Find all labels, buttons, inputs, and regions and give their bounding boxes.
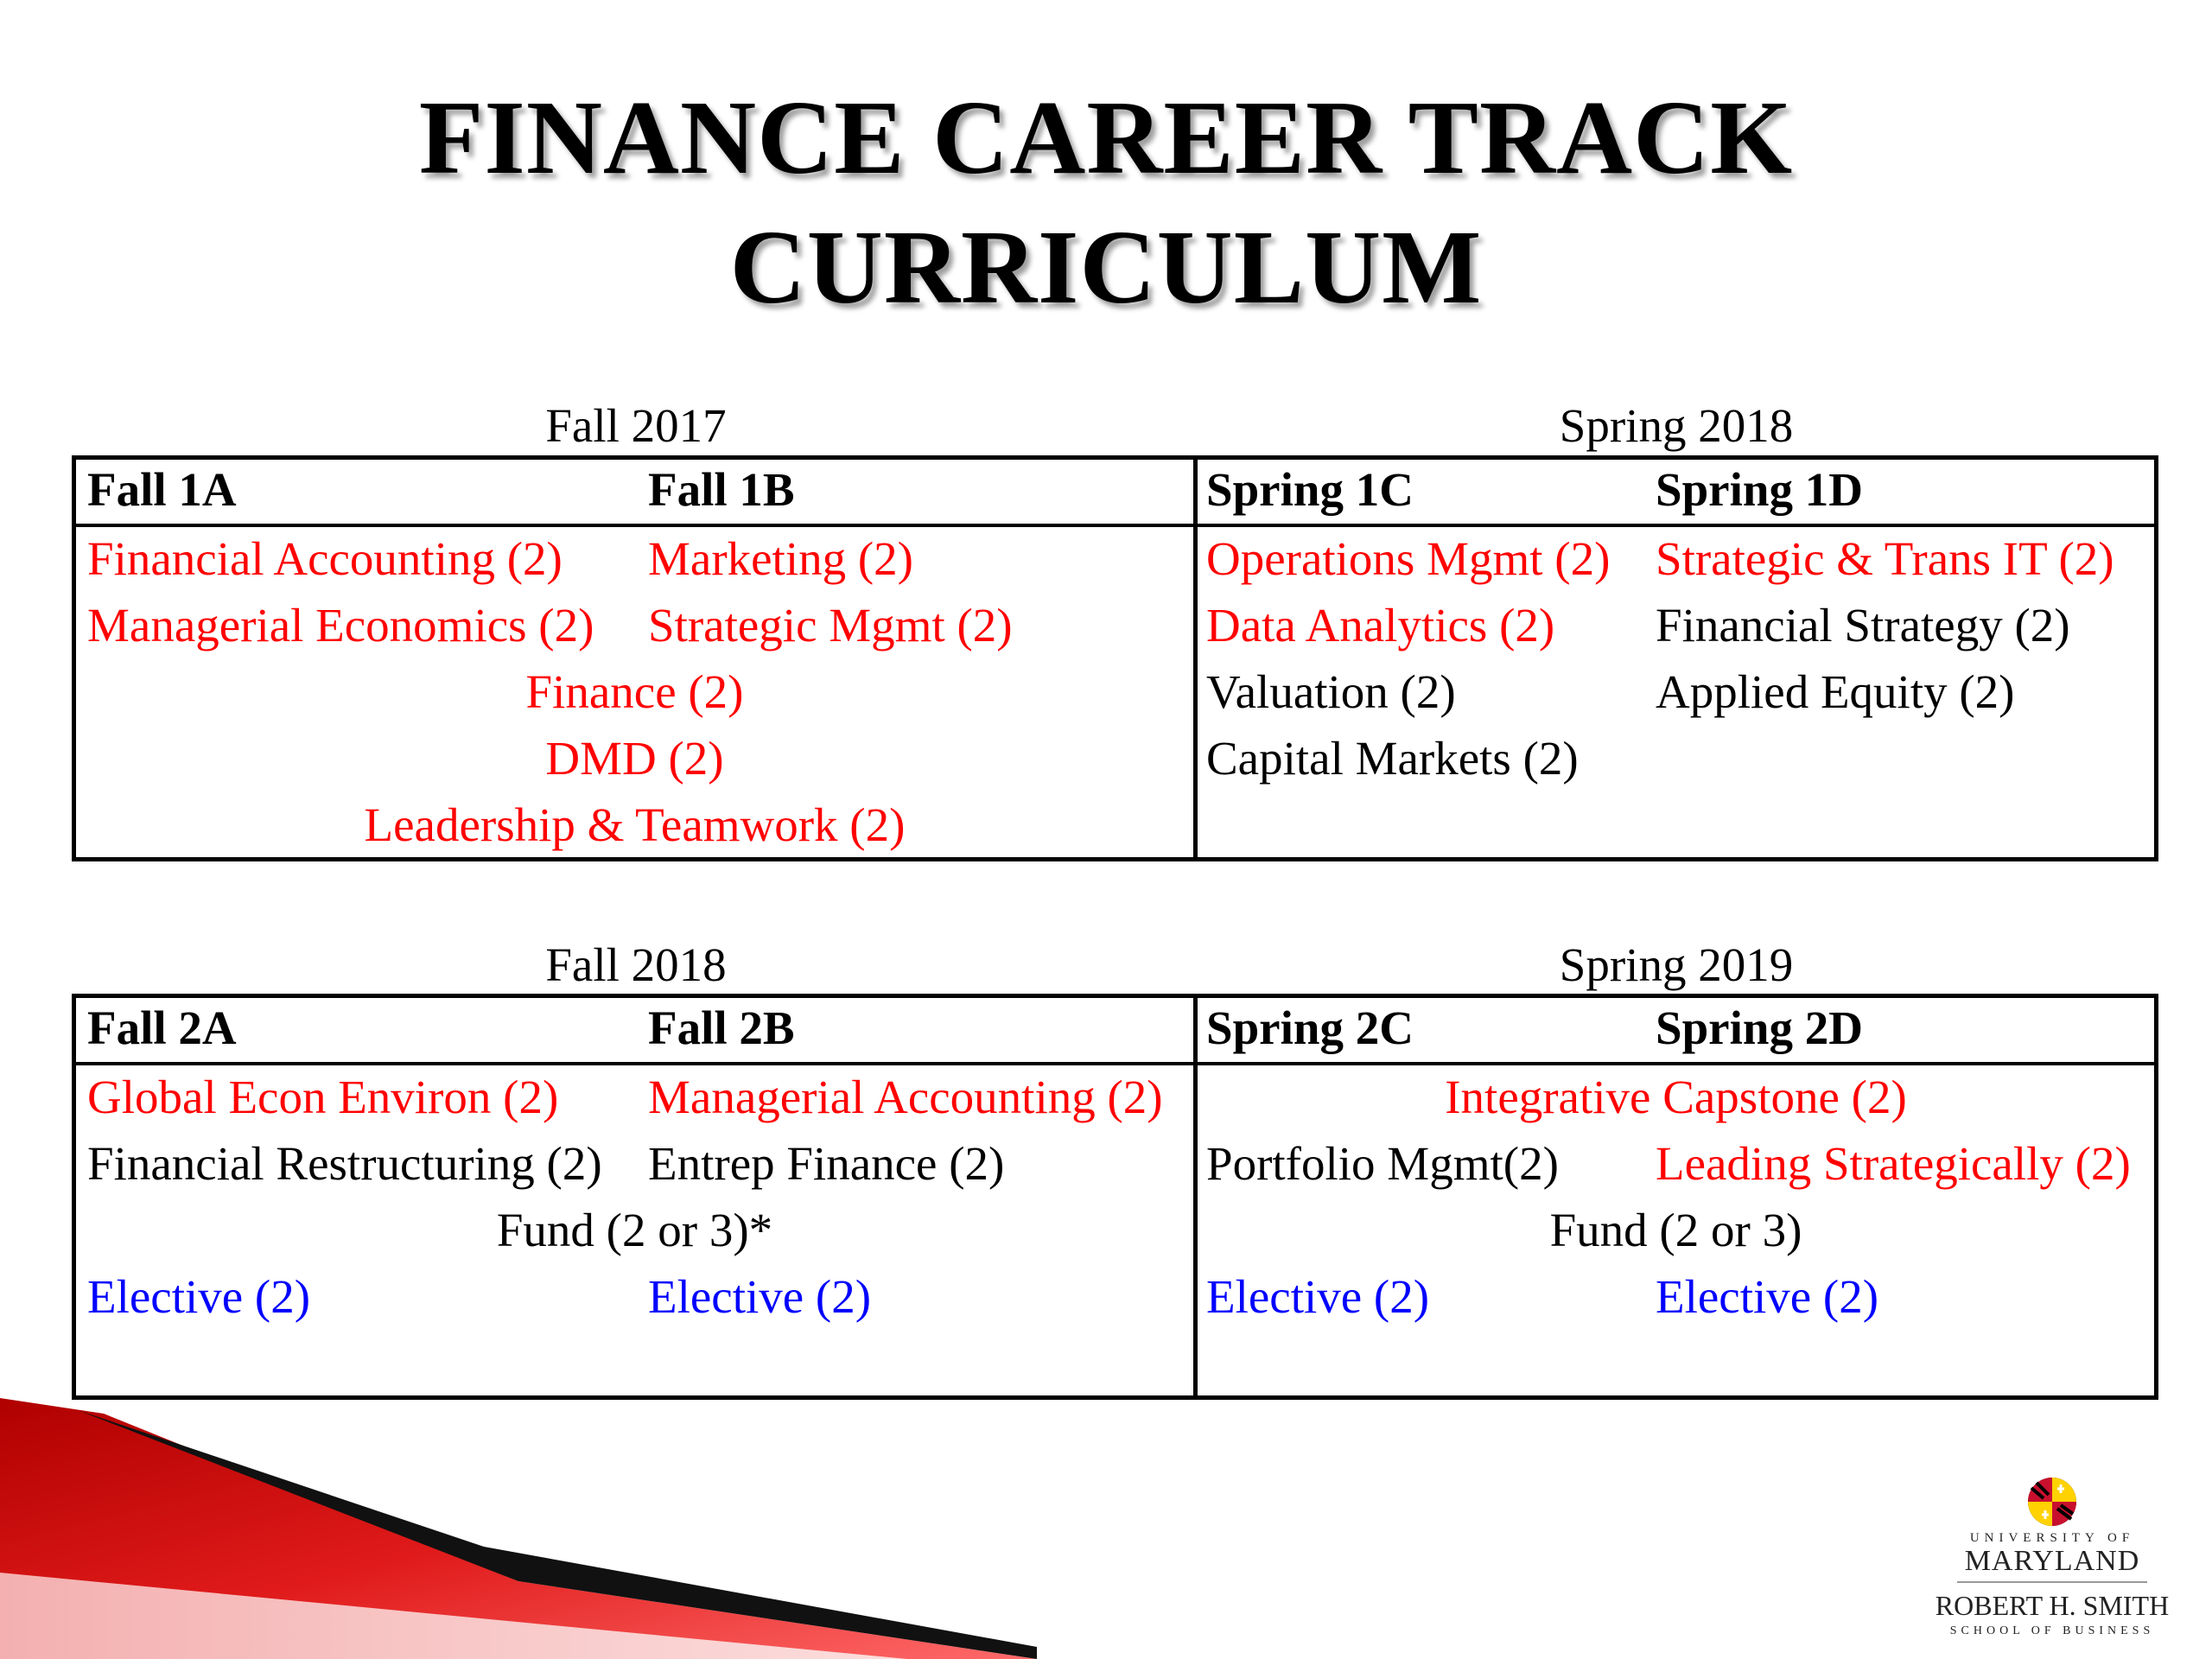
year2-schedule-table [72,994,2158,1400]
course-portfolio-mgmt: Portfolio Mgmt(2) [1206,1137,1559,1190]
semester-label-spring-2018: Spring 2018 [1559,399,1794,452]
university-logo [1927,1469,2177,1650]
course-financial-strategy: Financial Strategy (2) [1656,599,2070,652]
course-fund-fall: Fund (2 or 3)* [496,1204,773,1256]
year1-schedule-table [72,455,2158,861]
course-leadership-teamwork: Leadership & Teamwork (2) [364,798,906,851]
course-elective-2a: Elective (2) [87,1270,311,1323]
header-spring-2c: Spring 2C [1206,1001,1414,1054]
course-data-analytics: Data Analytics (2) [1206,599,1555,652]
semester-label-fall-2017: Fall 2017 [545,399,727,452]
course-financial-restructuring: Financial Restructuring (2) [87,1137,602,1190]
semester-label-spring-2019: Spring 2019 [1559,938,1794,991]
logo-university-of: UNIVERSITY OF [1969,1531,2135,1545]
decorative-swoosh [0,1365,1037,1659]
course-financial-accounting: Financial Accounting (2) [87,532,563,585]
course-elective-2c: Elective (2) [1206,1270,1430,1323]
maryland-crest-icon [2026,1476,2078,1528]
course-managerial-economics: Managerial Economics (2) [87,599,594,652]
course-elective-2b: Elective (2) [648,1270,872,1323]
header-divider [76,1062,2154,1065]
course-capital-markets: Capital Markets (2) [1206,732,1579,785]
header-fall-2b: Fall 2B [648,1001,795,1054]
course-integrative-capstone: Integrative Capstone (2) [1445,1071,1907,1123]
course-elective-2d: Elective (2) [1656,1270,1879,1323]
course-operations-mgmt: Operations Mgmt (2) [1206,532,1611,585]
course-dmd: DMD (2) [545,732,724,785]
slide-title [0,73,2212,333]
course-marketing: Marketing (2) [648,532,913,585]
column-divider [1193,998,1198,1395]
title-line-1: FINANCE CAREER TRACK [418,79,1794,196]
header-spring-1c: Spring 1C [1206,463,1414,516]
course-global-econ-environ: Global Econ Environ (2) [87,1071,559,1123]
logo-robert-h-smith: ROBERT H. SMITH [1935,1590,2170,1621]
header-fall-1a: Fall 1A [87,463,237,516]
course-strategic-trans-it: Strategic & Trans IT (2) [1656,532,2114,585]
course-entrep-finance: Entrep Finance (2) [648,1137,1005,1190]
course-finance: Finance (2) [525,665,744,718]
course-managerial-accounting: Managerial Accounting (2) [648,1071,1163,1123]
header-spring-1d: Spring 1D [1656,463,1863,516]
logo-school-of-business: SCHOOL OF BUSINESS [1949,1624,2155,1637]
course-leading-strategically: Leading Strategically (2) [1656,1137,2131,1190]
header-fall-1b: Fall 1B [648,463,795,516]
course-strategic-mgmt: Strategic Mgmt (2) [648,599,1013,652]
logo-divider [1957,1581,2147,1583]
header-spring-2d: Spring 2D [1656,1001,1863,1054]
title-line-2: CURRICULUM [729,209,1483,326]
semester-label-fall-2018: Fall 2018 [545,938,727,991]
column-divider [1193,460,1198,857]
header-fall-2a: Fall 2A [87,1001,237,1054]
course-fund-spring: Fund (2 or 3) [1549,1204,1802,1256]
logo-maryland: MARYLAND [1964,1545,2140,1577]
course-valuation: Valuation (2) [1206,665,1456,718]
header-divider [76,524,2154,527]
course-applied-equity: Applied Equity (2) [1656,665,2015,718]
